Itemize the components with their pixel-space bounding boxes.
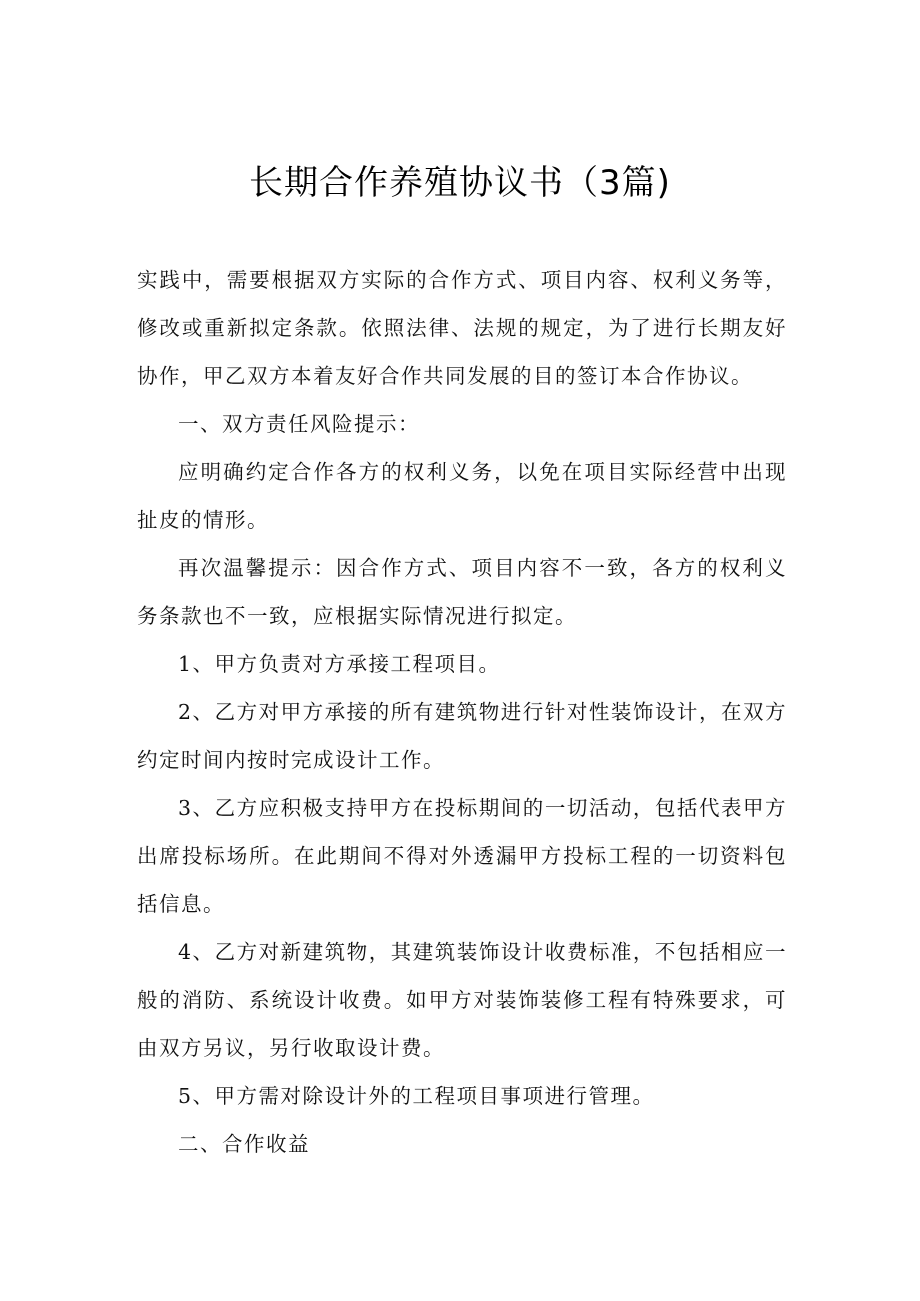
paragraph-intro: 实践中，需要根据双方实际的合作方式、项目内容、权利义务等，修改或重新拟定条款。依照法律、法规的规定，为了进行长期友好协作，甲乙双方本着友好合作共同发展的目的签订本合作协议。 <box>137 268 787 388</box>
clause-5: 5、甲方需对除设计外的工程项目事项进行管理。 <box>178 1084 655 1108</box>
document-title: 长期合作养殖协议书（3篇) <box>249 163 671 203</box>
clause-1: 1、甲方负责对方承接工程项目。 <box>178 652 501 676</box>
clause-3: 3、乙方应积极支持甲方在投标期间的一切活动，包括代表甲方出席投标场所。在此期间不得对外透漏甲方投标工程的一切资料包括信息。 <box>137 796 787 916</box>
section-heading-revenue: 二、合作收益 <box>178 1132 310 1156</box>
clause-2: 2、乙方对甲方承接的所有建筑物进行针对性装饰设计，在双方约定时间内按时完成设计工作。 <box>137 700 787 772</box>
section-heading-responsibility: 一、双方责任风险提示： <box>178 412 420 436</box>
clause-4: 4、乙方对新建筑物，其建筑装饰设计收费标准，不包括相应一般的消防、系统设计收费。如甲方对装饰装修工程有特殊要求，可由双方另议，另行收取设计费。 <box>137 940 787 1060</box>
document-body <box>137 256 787 1168</box>
paragraph-reminder: 再次温馨提示：因合作方式、项目内容不一致，各方的权利义务条款也不一致，应根据实际情况进行拟定。 <box>137 556 787 628</box>
paragraph-rights-obligations: 应明确约定合作各方的权利义务，以免在项目实际经营中出现扯皮的情形。 <box>137 460 787 532</box>
